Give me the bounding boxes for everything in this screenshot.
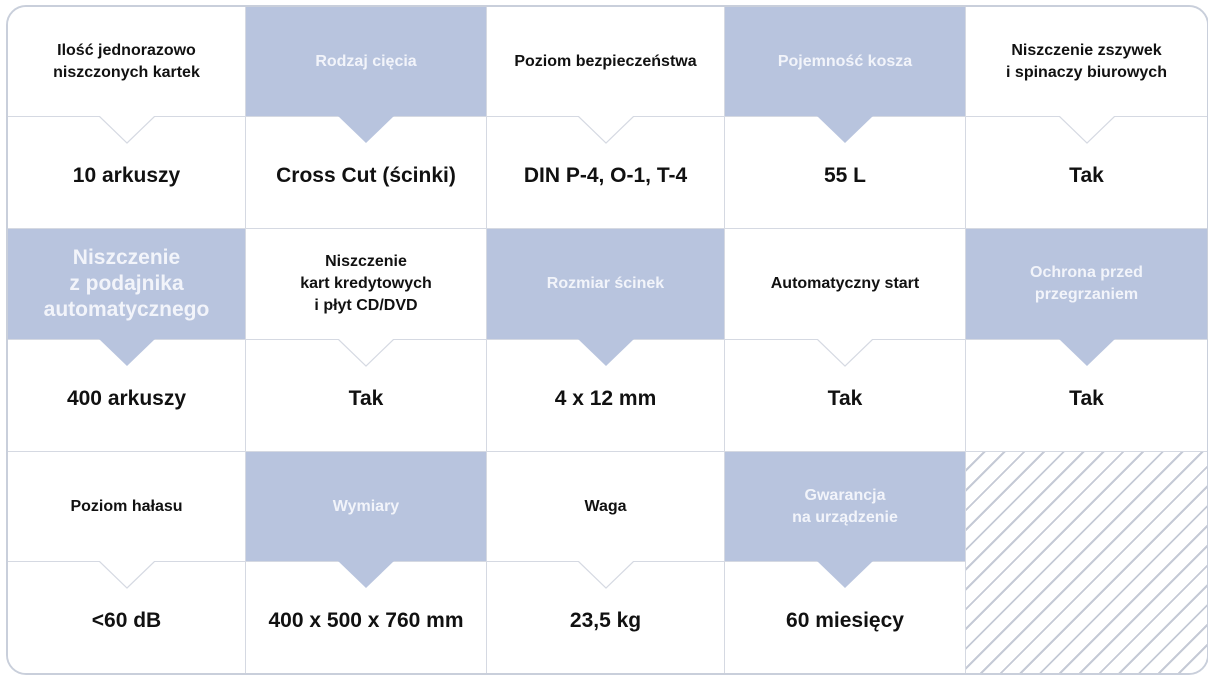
empty-hatched-cell: [966, 452, 1207, 673]
header-cards-cd-shredding: [246, 229, 487, 340]
pointer-arrow-icon: [338, 116, 394, 144]
pointer-arrow-icon: [578, 339, 634, 367]
header-cut-type: [246, 7, 487, 117]
header-staples-shredding: [966, 7, 1207, 117]
pointer-arrow-icon: [99, 339, 155, 367]
value-text: 400 arkuszy: [66, 386, 187, 410]
value-auto-feeder: [8, 340, 246, 452]
header-label: Waga: [584, 497, 627, 515]
value-security-level: [487, 117, 725, 229]
pointer-arrow-icon: [817, 339, 873, 367]
pointer-arrow-icon: [817, 116, 873, 144]
value-text: <60 dB: [91, 608, 162, 632]
value-noise-level: [8, 562, 246, 673]
header-label: Niszczenie z podajnika automatycznego: [43, 246, 210, 321]
value-cut-type: [246, 117, 487, 229]
pointer-arrow-icon: [578, 561, 634, 589]
pointer-arrow-icon: [338, 339, 394, 367]
header-label: Rozmiar ścinek: [546, 275, 665, 292]
header-particle-size: [487, 229, 725, 340]
header-weight: [487, 452, 725, 562]
header-label: Rodzaj cięcia: [315, 52, 417, 70]
value-overheat-protection: [966, 340, 1207, 452]
header-warranty: [725, 452, 966, 562]
value-cards-cd-shredding: [246, 340, 487, 452]
pointer-arrow-icon: [99, 116, 155, 144]
pointer-arrow-icon: [817, 561, 873, 589]
value-staples-shredding: [966, 117, 1207, 229]
value-auto-start: [725, 340, 966, 452]
pointer-arrow-icon: [1059, 339, 1115, 367]
value-text: 10 arkuszy: [72, 163, 181, 187]
header-label: Poziom bezpieczeństwa: [514, 52, 697, 70]
header-dimensions: [246, 452, 487, 562]
value-text: 4 x 12 mm: [554, 386, 657, 410]
value-bin-capacity: [725, 117, 966, 229]
pointer-arrow-icon: [99, 561, 155, 589]
value-text: DIN P-4, O-1, T-4: [523, 163, 688, 187]
value-weight: [487, 562, 725, 673]
pointer-arrow-icon: [1059, 116, 1115, 144]
spec-table-frame: [6, 5, 1208, 675]
value-particle-size: [487, 340, 725, 452]
pointer-arrow-icon: [578, 116, 634, 144]
header-label: Pojemność kosza: [777, 52, 913, 70]
header-label: Ochrona przed przegrzaniem: [1030, 264, 1143, 303]
value-text: Tak: [1069, 386, 1104, 410]
header-overheat-protection: [966, 229, 1207, 340]
pointer-arrow-icon: [338, 561, 394, 589]
value-text: Tak: [827, 386, 863, 410]
spec-grid: [8, 7, 1207, 673]
header-label: Ilość jednorazowo niszczonych kartek: [53, 41, 200, 81]
header-label: Gwarancja na urządzenie: [792, 486, 898, 526]
header-label: Automatyczny start: [770, 275, 920, 292]
header-label: Niszczenie kart kredytowych i płyt CD/DVD: [300, 253, 432, 314]
header-bin-capacity: [725, 7, 966, 117]
value-dimensions: [246, 562, 487, 673]
header-noise-level: [8, 452, 246, 562]
value-text: Cross Cut (ścinki): [276, 163, 456, 187]
header-label: Poziom hałasu: [70, 497, 183, 515]
header-label: Niszczenie zszywek i spinaczy biurowych: [1006, 41, 1167, 81]
value-text: 60 miesięcy: [786, 608, 904, 632]
value-text: 23,5 kg: [569, 608, 642, 632]
value-text: Tak: [348, 386, 384, 410]
header-auto-start: [725, 229, 966, 340]
value-sheets-capacity: [8, 117, 246, 229]
header-security-level: [487, 7, 725, 117]
header-label: Wymiary: [332, 497, 400, 515]
header-auto-feeder: [8, 229, 246, 340]
value-text: Tak: [1069, 163, 1104, 187]
value-warranty: [725, 562, 966, 673]
value-text: 55 L: [823, 163, 867, 187]
header-sheets-capacity: [8, 7, 246, 117]
value-text: 400 x 500 x 760 mm: [268, 608, 464, 632]
